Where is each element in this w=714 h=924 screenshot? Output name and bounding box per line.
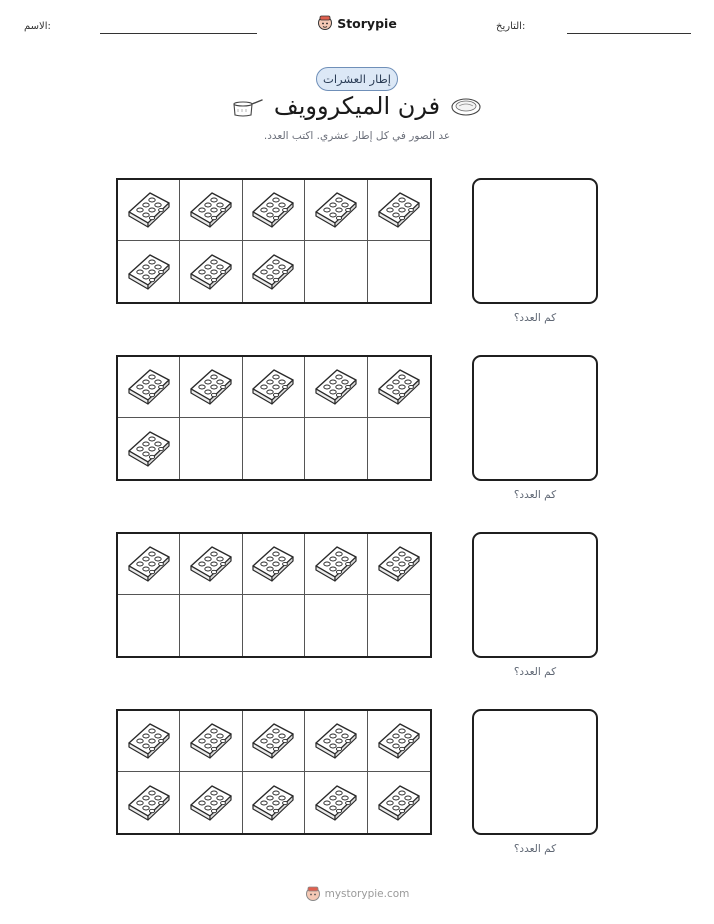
microwave-tray-icon	[250, 250, 296, 294]
microwave-tray-icon	[376, 781, 422, 825]
microwave-tray-icon	[126, 542, 172, 586]
how-many-label: كم العدد؟	[513, 666, 557, 678]
frame-cell	[118, 180, 180, 241]
microwave-tray-icon	[250, 365, 296, 409]
frame-cell	[180, 418, 242, 479]
microwave-tray-icon	[313, 542, 359, 586]
answer-box[interactable]	[472, 355, 598, 481]
frame-cell	[305, 418, 367, 479]
frame-cell	[305, 180, 367, 241]
microwave-tray-icon	[250, 542, 296, 586]
storypie-logo-icon	[317, 14, 333, 32]
answer-box[interactable]	[472, 532, 598, 658]
frame-cell	[118, 772, 180, 833]
frame-cell	[243, 418, 305, 479]
frame-cell	[180, 180, 242, 241]
brand-logo	[300, 12, 414, 34]
frame-cell	[305, 772, 367, 833]
storypie-logo-icon	[305, 885, 321, 903]
ten-frame	[116, 178, 432, 304]
frame-cell	[243, 357, 305, 418]
microwave-tray-icon	[313, 365, 359, 409]
frame-cell	[118, 418, 180, 479]
frame-cell	[118, 241, 180, 302]
instructions: عد الصور في كل إطار عشري. اكتب العدد.	[263, 130, 451, 142]
frame-cell	[180, 595, 242, 656]
frame-cell	[305, 595, 367, 656]
footer	[300, 884, 414, 904]
name-line[interactable]	[100, 33, 257, 34]
microwave-tray-icon	[126, 365, 172, 409]
microwave-tray-icon	[313, 781, 359, 825]
microwave-tray-icon	[126, 781, 172, 825]
frame-cell	[118, 534, 180, 595]
microwave-tray-icon	[188, 542, 234, 586]
answer-box[interactable]	[472, 178, 598, 304]
frame-cell	[180, 711, 242, 772]
frame-cell	[243, 711, 305, 772]
answer-box[interactable]	[472, 709, 598, 835]
frame-cell	[180, 241, 242, 302]
date-line[interactable]	[567, 33, 691, 34]
microwave-tray-icon	[250, 781, 296, 825]
frame-cell	[243, 180, 305, 241]
microwave-tray-icon	[188, 719, 234, 763]
footer-url: mystorypie.com	[324, 888, 410, 900]
ten-frame	[116, 355, 432, 481]
frame-cell	[305, 357, 367, 418]
brand-name: Storypie	[337, 15, 397, 31]
frame-cell	[180, 534, 242, 595]
frame-cell	[243, 595, 305, 656]
frame-cell	[305, 711, 367, 772]
frame-cell	[243, 241, 305, 302]
bowl-icon	[450, 96, 482, 118]
name-label: الاسم:	[24, 21, 51, 32]
microwave-tray-icon	[126, 250, 172, 294]
frame-cell	[305, 534, 367, 595]
frame-cell	[180, 772, 242, 833]
how-many-label: كم العدد؟	[513, 489, 557, 501]
frame-cell	[368, 534, 430, 595]
ten-frame	[116, 709, 432, 835]
frame-cell	[368, 357, 430, 418]
frame-cell	[118, 595, 180, 656]
microwave-tray-icon	[126, 188, 172, 232]
microwave-tray-icon	[188, 250, 234, 294]
microwave-tray-icon	[188, 781, 234, 825]
category-pill: إطار العشرات	[316, 67, 398, 91]
microwave-tray-icon	[313, 719, 359, 763]
date-label: التاريخ:	[496, 21, 526, 32]
how-many-label: كم العدد؟	[513, 312, 557, 324]
microwave-tray-icon	[250, 719, 296, 763]
frame-cell	[368, 772, 430, 833]
frame-cell	[180, 357, 242, 418]
frame-cell	[368, 711, 430, 772]
frame-cell	[368, 241, 430, 302]
microwave-tray-icon	[250, 188, 296, 232]
microwave-tray-icon	[376, 365, 422, 409]
frame-cell	[243, 534, 305, 595]
frame-cell	[118, 357, 180, 418]
frame-cell	[368, 418, 430, 479]
frame-cell	[243, 772, 305, 833]
microwave-tray-icon	[376, 719, 422, 763]
ten-frame	[116, 532, 432, 658]
microwave-tray-icon	[126, 719, 172, 763]
frame-cell	[368, 595, 430, 656]
microwave-tray-icon	[126, 427, 172, 471]
microwave-tray-icon	[188, 365, 234, 409]
frame-cell	[305, 241, 367, 302]
how-many-label: كم العدد؟	[513, 843, 557, 855]
page-title: فرن الميكروويف	[273, 92, 441, 120]
microwave-tray-icon	[376, 542, 422, 586]
frame-cell	[368, 180, 430, 241]
microwave-tray-icon	[188, 188, 234, 232]
frame-cell	[118, 711, 180, 772]
microwave-tray-icon	[376, 188, 422, 232]
microwave-tray-icon	[313, 188, 359, 232]
